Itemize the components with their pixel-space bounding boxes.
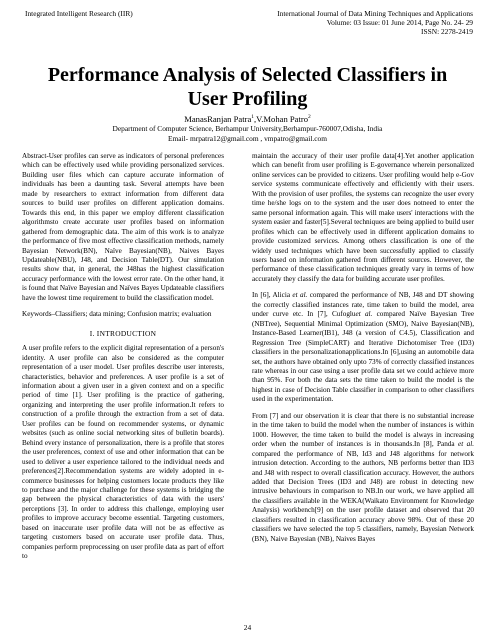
author-1-mark: 1 bbox=[251, 114, 255, 120]
keywords: Keywords–Classifiers; data mining; Confusion matrix; evaluation bbox=[22, 310, 212, 319]
journal-name: International Journal of Data Mining Techniques and Applications bbox=[277, 9, 473, 18]
text-run: compared the performance of NB, J48 and DT showing the correctly classified instances rate, time taken to build the model, area under curve etc. In [7], Cufoglu bbox=[252, 291, 474, 319]
abstract: Abstract-User profiles can serve as indicators of personal preferences which can be effectively used while providing personalized services. Building user files which can capture accurate information of individuals has been a daunting task. Several attempts have been made by researchers to extract information from different data sources to build user profiles on different application domains. Towards this end, in this paper we employ different classification algorithmsto create accurate user profiles based on information gathered from demographic data. The aim of this work is to analyze the performance of five most effective classification methods, namely Bayesian Network(BN), Naïve Bayesian(NB), Naives Bayes Updateable(NBU), J48, and Decision Table(DT). Our simulation results show that, in general, the J48has the highest classification accuracy performance with the lowest error rate. On the other hand, it is found that Naïve Bayesian and Naïves Bayes Updateable classifiers have the lowest time requirement to build the classification model. bbox=[22, 152, 224, 302]
et-al: et al. bbox=[458, 440, 475, 449]
paragraph-2 bbox=[252, 291, 474, 404]
text-run: compared Naïve Bayesian Tree (NBTree), Sequential Minimal Optimization (SMO), Naive Bayesian(NB), Instance-Based Learner(IB1), J48 (a version of C4.5), Classification and Regression Tree (SimpleCART) and Iterative Dichotomiser Tree (ID3) classifiers in the personalizationapplications.In [6],using an automobile data set, the authors have obtained only upto 73% of correctly classified instances rate whereas in our case using a user profile data set we could achieve more than 95%. For both the data sets the time taken to build the model is the highest in case of Decision Table classifier in comparison to other classifiers used in the experimentation. bbox=[252, 310, 475, 404]
intro-paragraph: A user profile refers to the explicit digital representation of a person's identity. A user profile can also be considered as the computer representation of a user model. User profiles describe user interests, characteristics, behavior and preferences. A user profile is a set of information about a given user in a given context and on a specific period of time [1]. User profiling is the practice of gathering, organizing and interpreting the user profile information.It refers to construction of a profile through the extraction from a set of data. User profiles can be found on recommender systems, or dynamic websites (such as online social networking sites of bulletin boards). Behind every instance of personalization, there is a profile that stores the user preferences, context of use and other information that can be used to deliver a user experience tailored to the individual needs and preferences[2].Recommendation systems are widely adopted in e-commerce businesses for helping customers locate products they like to purchase and the major challenge for these systems is bridging the gap between the physical characteristics of data with the users' perceptions [3]. In order to address this challenge, employing user profiles to improve accuracy become essential. Targeting customers, based on inaccurate user profile data will not be as effective as targeting customers based on accurate user profile data. Thus, companies perform preprocessing on user profile data as part of effort to bbox=[22, 344, 224, 561]
paragraph-3 bbox=[252, 412, 474, 544]
right-column bbox=[252, 152, 474, 544]
et-al: et al. bbox=[292, 291, 308, 300]
affiliation: Department of Computer Science, Berhampur University,Berhampur-760007,Odisha, India bbox=[112, 124, 383, 133]
text-run: In [6], Alicia bbox=[252, 291, 293, 300]
left-column bbox=[22, 152, 224, 562]
journal-info bbox=[243, 9, 473, 36]
page-number: 24 bbox=[243, 623, 252, 632]
paragraph-1: maintain the accuracy of their user profile data[4].Yet another application which can benefit from user profiling is E-governance wherein personalized online services can be provided to citizens. User profiling would help e-Gov service systems communicate effectively and efficiently with their users. With the provision of user profiles, the systems can recognize the user every time he/she logs on to the system and the user does notneed to enter the same personal information again. This will make users' interactions with the system easier and faster[5].Several techniques are being applied to build user profiles which can be effectively used in different application domains to provide customized services. Among others classification is one of the widely used techniques which have been successfully applied to classify users based on information gathered from different sources. However, the performance of these classification techniques greatly vary in terms of how accurately they classify the data for building accurate user profiles. bbox=[252, 152, 474, 283]
section-heading-introduction: I. INTRODUCTION bbox=[89, 328, 157, 338]
paper-title: Performance Analysis of Selected Classifiers in User Profiling bbox=[47, 64, 448, 110]
et-al: et al. bbox=[355, 310, 373, 319]
journal-publisher: Integrated Intelligent Research (IIR) bbox=[25, 9, 133, 18]
authors bbox=[0, 112, 495, 124]
author-emails: Email- mrpatra12@gmail.com , vmpatro@gmail.com bbox=[168, 134, 327, 143]
text-run: From [7] and our observation it is clear that there is no substantial increase in the time taken to build the model when the number of instances is within 1000. However, the time taken to build the model is always in increasing order when the number of instances is in thousands.In [8], Panda bbox=[252, 411, 474, 449]
author-2: ,V.Mohan Patro bbox=[254, 113, 309, 124]
author-2-mark: 2 bbox=[308, 114, 311, 120]
author-1: ManasRanjan Patra bbox=[184, 113, 252, 124]
journal-volume: Volume: 03 Issue: 01 June 2014, Page No. 24- 29 bbox=[326, 18, 473, 27]
journal-issn: ISSN: 2278-2419 bbox=[421, 27, 473, 36]
text-run: compared the performance of NB, Id3 and J48 algorithms for network intrusion detection. According to the authors, NB performs better than ID3 and J48 with respect to overall classification accuracy. However, the authors added that Decision Trees (ID3 and J48) are robust in detecting new intrusive behaviours in comparison to NB.In our work, we have applied all the classifiers available in the WEKA(Waikato Environment for Knowledge Analysis) workbench[9] on the user profile dataset and observed that 20 classifiers resulted in classification accuracy above 98%. Out of these 20 classifiers we have selected the top 5 classifiers, namely, Bayesian Network (BN), Naive Bayesian (NB), Naives Bayes bbox=[252, 449, 474, 543]
